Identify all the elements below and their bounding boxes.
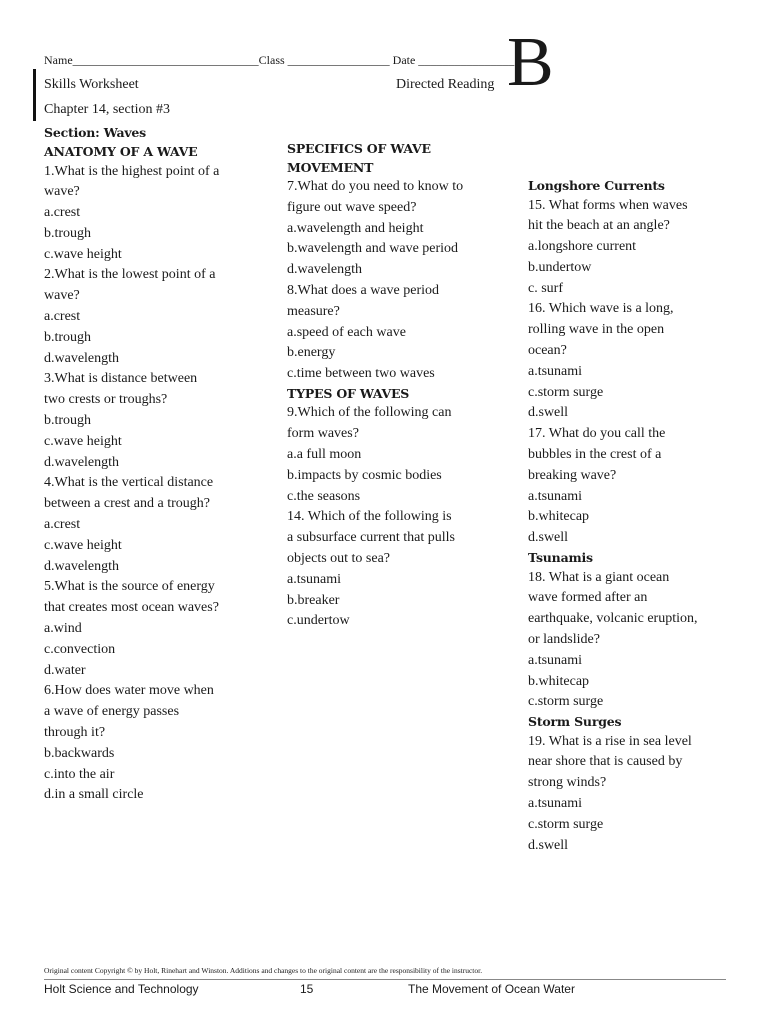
worksheet-line: a.tsunami [528, 363, 583, 379]
worksheet-line: a.crest [44, 309, 81, 325]
worksheet-line: wave? [44, 184, 80, 200]
worksheet-line: c.time between two waves [287, 366, 435, 382]
worksheet-line: b.backwards [44, 745, 115, 761]
section-heading: MOVEMENT [287, 159, 374, 175]
column-anatomy-of-a-wave [44, 143, 219, 806]
worksheet-line: form waves? [287, 426, 359, 442]
worksheet-line: rolling wave in the open [528, 322, 665, 338]
worksheet-line: 9.Which of the following can [287, 405, 452, 421]
copyright-notice: Original content Copyright © by Holt, Rinehart and Winston. Additions and changes to the original content are the responsibility of the instructor. [44, 966, 483, 975]
worksheet-line: c.storm surge [528, 816, 604, 832]
worksheet-level-badge: B [507, 24, 554, 101]
worksheet-line: a wave of energy passes [44, 704, 180, 720]
section-heading: Storm Surges [528, 714, 622, 730]
worksheet-line: c. surf [528, 280, 563, 296]
worksheet-line: c.undertow [287, 613, 350, 629]
section-title: Section: Waves [44, 125, 147, 140]
worksheet-line: 14. Which of the following is [287, 509, 452, 525]
worksheet-line: through it? [44, 725, 106, 741]
worksheet-line: c.wave height [44, 246, 122, 262]
worksheet-line: a.a full moon [287, 447, 362, 463]
worksheet-line: c.storm surge [528, 694, 604, 710]
worksheet-line: measure? [287, 303, 340, 319]
worksheet-line: a.speed of each wave [287, 324, 406, 340]
chapter-label: Chapter 14, section #3 [44, 102, 170, 117]
worksheet-line: 7.What do you need to know to [287, 179, 464, 194]
worksheet-line: a.tsunami [528, 796, 583, 812]
worksheet-line: c.into the air [44, 766, 115, 782]
worksheet-line: d.in a small circle [44, 787, 144, 803]
worksheet-line: two crests or troughs? [44, 392, 168, 408]
worksheet-line: d.wavelength [44, 350, 120, 366]
worksheet-line: d.swell [528, 405, 569, 421]
column-currents-and-surges [528, 177, 697, 856]
worksheet-line: a.longshore current [528, 239, 637, 255]
worksheet-line: b.trough [44, 225, 92, 241]
worksheet-line: breaking wave? [528, 467, 617, 483]
section-heading: ANATOMY OF A WAVE [44, 144, 198, 159]
name-class-date-line: Name_______________________________Class _________________ Date ________________ [44, 53, 515, 67]
worksheet-line: b.whitecap [528, 509, 590, 525]
worksheet-line: ocean? [528, 343, 567, 359]
worksheet-line: c.the seasons [287, 488, 361, 504]
worksheet-line: bubbles in the crest of a [528, 447, 662, 463]
worksheet-line: figure out wave speed? [287, 199, 417, 215]
worksheet-line: d.swell [528, 837, 569, 853]
worksheet-line: 17. What do you call the [528, 426, 666, 442]
worksheet-line: a.tsunami [528, 488, 583, 504]
worksheet-line: near shore that is caused by [528, 754, 683, 770]
worksheet-line: d.wavelength [44, 558, 120, 574]
worksheet-line: d.wavelength [44, 454, 120, 470]
worksheet-line: wave formed after an [528, 590, 648, 606]
worksheet-line: earthquake, volcanic eruption, [528, 611, 698, 627]
worksheet-line: 19. What is a rise in sea level [528, 733, 692, 749]
worksheet-line: a.wavelength and height [287, 220, 424, 236]
worksheet-line: that creates most ocean waves? [44, 600, 219, 616]
worksheet-line: c.storm surge [528, 384, 604, 400]
section-heading: Tsunamis [528, 550, 593, 566]
skills-worksheet-label: Skills Worksheet [44, 77, 139, 92]
worksheet-line: d.water [44, 662, 86, 678]
worksheet-line: 1.What is the highest point of a [44, 163, 220, 179]
worksheet-line: b.energy [287, 345, 336, 361]
worksheet-line: hit the beach at an angle? [528, 218, 670, 234]
worksheet-line: c.wave height [44, 537, 122, 553]
worksheet-line: a.tsunami [528, 652, 583, 668]
worksheet-line: objects out to sea? [287, 551, 391, 567]
worksheet-line: d.swell [528, 530, 569, 546]
worksheet-line: 5.What is the source of energy [44, 579, 215, 595]
worksheet-line: 6.How does water move when [44, 683, 214, 699]
worksheet-line: between a crest and a trough? [44, 496, 210, 512]
worksheet-line: 8.What does a wave period [287, 282, 439, 298]
worksheet-line: d.wavelength [287, 262, 363, 278]
left-margin-bar [33, 69, 36, 121]
worksheet-line: b.undertow [528, 259, 592, 275]
footer-book-title: Holt Science and Technology [44, 982, 199, 996]
worksheet-line: b.impacts by cosmic bodies [287, 467, 442, 483]
worksheet-line: b.wavelength and wave period [287, 241, 459, 257]
footer-rule [44, 979, 726, 980]
worksheet-line: strong winds? [528, 775, 607, 791]
footer-chapter-title: The Movement of Ocean Water [408, 982, 575, 996]
worksheet-line: b.breaker [287, 592, 340, 608]
worksheet-line: or landslide? [528, 631, 600, 647]
worksheet-line: 3.What is distance between [44, 371, 198, 387]
footer-page-number: 15 [300, 982, 314, 996]
worksheet-line: 2.What is the lowest point of a [44, 267, 216, 283]
section-heading: SPECIFICS OF WAVE [287, 141, 431, 156]
worksheet-line: 18. What is a giant ocean [528, 569, 670, 585]
worksheet-line: b.trough [44, 329, 92, 345]
worksheet-line: a.crest [44, 517, 81, 533]
worksheet-line: a.wind [44, 621, 82, 637]
worksheet-line: c.convection [44, 641, 116, 657]
worksheet-line: a.crest [44, 205, 81, 221]
worksheet-line: 16. Which wave is a long, [528, 301, 674, 317]
worksheet-line: 15. What forms when waves [528, 197, 688, 213]
section-heading: Longshore Currents [528, 178, 665, 193]
worksheet-line: a subsurface current that pulls [287, 530, 455, 546]
section-heading: TYPES OF WAVES [287, 385, 410, 401]
worksheet-line: wave? [44, 288, 80, 304]
worksheet-line: b.whitecap [528, 673, 590, 689]
directed-reading-label: Directed Reading [396, 77, 495, 92]
worksheet-line: 4.What is the vertical distance [44, 475, 214, 491]
worksheet-line: c.wave height [44, 433, 122, 449]
worksheet-line: a.tsunami [287, 571, 342, 587]
worksheet-line: b.trough [44, 413, 92, 429]
column-wave-movement [287, 140, 463, 632]
